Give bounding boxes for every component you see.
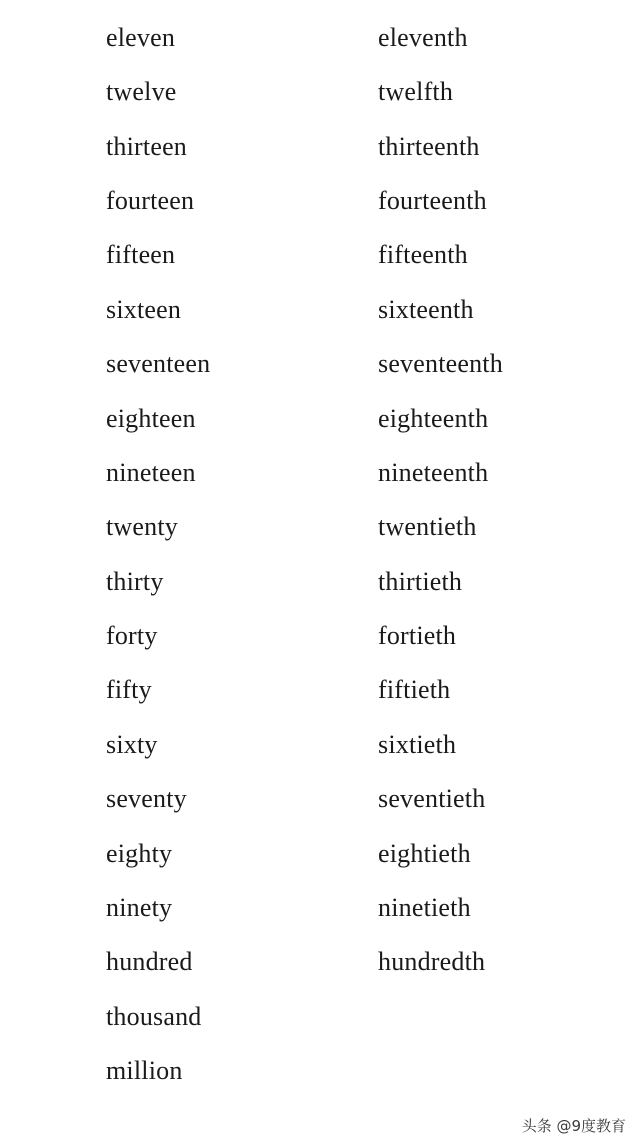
cardinal-word: fifty [106,675,152,704]
cardinal-word: sixty [106,730,158,759]
ordinal-word: eighteenth [378,404,489,433]
ordinal-word: hundredth [378,947,486,976]
cardinal-word: nineteen [106,458,196,487]
word-row [0,732,640,786]
cardinal-word: fourteen [106,186,195,215]
cardinal-word: twelve [106,77,177,106]
cardinal-word: thirteen [106,132,188,161]
word-row [0,1058,640,1112]
cardinal-word: hundred [106,947,193,976]
watermark-text: 头条 @9度教育 [521,1117,626,1135]
cardinal-word: sixteen [106,295,182,324]
word-row [0,134,640,188]
ordinal-word: eightieth [378,839,471,868]
ordinal-word: seventieth [378,784,486,813]
ordinal-word: eleventh [378,23,468,52]
ordinal-word: thirtieth [378,567,463,596]
ordinal-word: sixtieth [378,730,457,759]
word-row [0,569,640,623]
cardinal-word: seventeen [106,349,211,378]
word-row [0,297,640,351]
cardinal-word: thousand [106,1002,202,1031]
ordinal-word: seventeenth [378,349,503,378]
word-row [0,786,640,840]
ordinal-word: fortieth [378,621,457,650]
cardinal-word: million [106,1056,183,1085]
cardinal-word: forty [106,621,158,650]
cardinal-word: ninety [106,893,173,922]
ordinal-word: thirteenth [378,132,480,161]
ordinal-word: fifteenth [378,240,468,269]
word-row [0,841,640,895]
cardinal-word: eighty [106,839,173,868]
word-row [0,514,640,568]
word-row [0,242,640,296]
word-row [0,949,640,1003]
ordinal-word: twelfth [378,77,454,106]
cardinal-word: eighteen [106,404,196,433]
ordinal-word: ninetieth [378,893,471,922]
word-row [0,895,640,949]
word-row [0,677,640,731]
ordinal-word: fourteenth [378,186,487,215]
word-row [0,351,640,405]
word-row [0,623,640,677]
word-row [0,406,640,460]
cardinal-word: twenty [106,512,178,541]
ordinal-word: sixteenth [378,295,474,324]
cardinal-word: fifteen [106,240,176,269]
cardinal-word: thirty [106,567,164,596]
word-row [0,25,640,79]
word-row [0,460,640,514]
word-row [0,1004,640,1058]
word-row [0,188,640,242]
ordinal-word: twentieth [378,512,477,541]
word-row [0,79,640,133]
cardinal-word: seventy [106,784,187,813]
ordinal-word: nineteenth [378,458,489,487]
cardinal-word: eleven [106,23,176,52]
ordinal-word: fiftieth [378,675,451,704]
